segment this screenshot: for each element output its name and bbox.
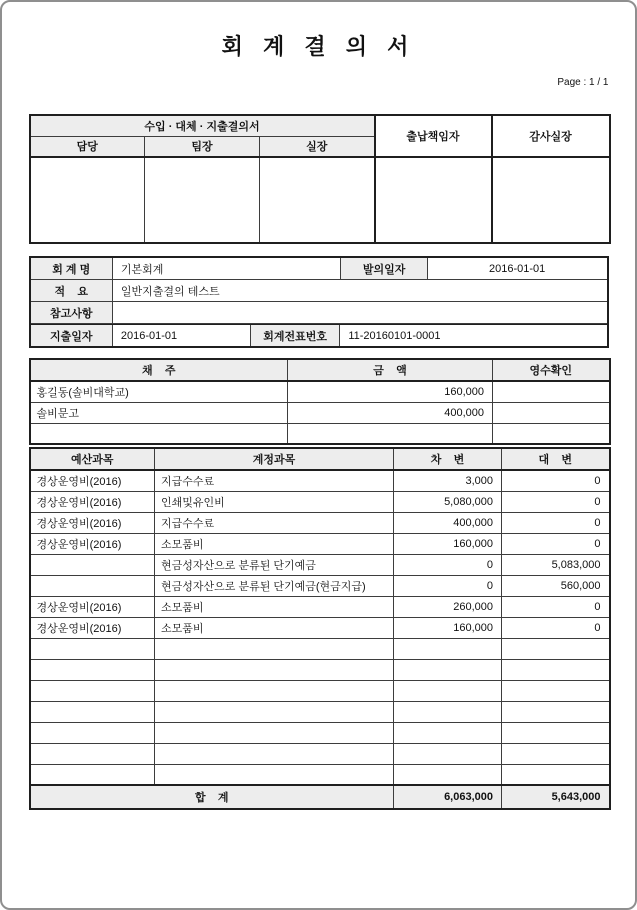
cell-budget bbox=[30, 764, 155, 785]
cell-debit bbox=[394, 701, 502, 722]
cell-name bbox=[30, 423, 288, 444]
table-row bbox=[30, 617, 610, 638]
table-row bbox=[30, 575, 610, 596]
signature-cell-office-chief bbox=[260, 157, 375, 243]
cell-budget: 경상운영비(2016) bbox=[30, 470, 155, 491]
approval-signature-row bbox=[30, 157, 610, 243]
page-number: Page : 1 / 1 bbox=[557, 77, 609, 88]
table-row bbox=[30, 680, 610, 701]
approval-col-office-chief: 실장 bbox=[260, 136, 375, 157]
cell-account bbox=[155, 680, 394, 701]
cell-credit: 5,083,000 bbox=[502, 554, 610, 575]
cell-credit: 0 bbox=[502, 470, 610, 491]
approval-group-header: 수입 · 대체 · 지출결의서 bbox=[30, 115, 375, 136]
table-row bbox=[30, 533, 610, 554]
account-name-label: 회 계 명 bbox=[31, 258, 113, 279]
info-row-note bbox=[31, 302, 607, 324]
summary-value: 일반지출결의 테스트 bbox=[120, 285, 220, 298]
cell-budget: 경상운영비(2016) bbox=[30, 491, 155, 512]
table-row bbox=[30, 512, 610, 533]
budget-header-row bbox=[30, 448, 610, 470]
cell-amount: 160,000 bbox=[288, 381, 493, 402]
table-row bbox=[30, 491, 610, 512]
creditor-header-row bbox=[30, 359, 610, 381]
cell-account: 소모품비 bbox=[155, 533, 394, 554]
cell-budget bbox=[30, 659, 155, 680]
cell-credit: 0 bbox=[502, 533, 610, 554]
cell-account bbox=[155, 659, 394, 680]
approval-col-team-leader: 팀장 bbox=[145, 136, 260, 157]
info-row-expense bbox=[31, 324, 607, 346]
cell-credit: 0 bbox=[502, 596, 610, 617]
signature-cell-staff bbox=[30, 157, 145, 243]
propose-date-label: 발의일자 bbox=[341, 258, 427, 279]
cell-debit: 400,000 bbox=[394, 512, 502, 533]
cell-account bbox=[155, 701, 394, 722]
cell-credit: 0 bbox=[502, 491, 610, 512]
table-row bbox=[30, 722, 610, 743]
cell-account: 소모품비 bbox=[155, 596, 394, 617]
table-row bbox=[30, 596, 610, 617]
expense-date-label: 지출일자 bbox=[31, 325, 113, 346]
cell-debit bbox=[394, 659, 502, 680]
creditor-col-receipt: 영수확인 bbox=[493, 359, 610, 381]
cell-name: 솔비문고 bbox=[30, 402, 288, 423]
cell-credit bbox=[502, 722, 610, 743]
cell-debit bbox=[394, 680, 502, 701]
cell-credit bbox=[502, 701, 610, 722]
cell-account: 현금성자산으로 분류된 단기예금(현금지급) bbox=[155, 575, 394, 596]
cell-credit bbox=[502, 764, 610, 785]
cell-name: 홍길동(솔비대학교) bbox=[30, 381, 288, 402]
cell-credit bbox=[502, 659, 610, 680]
cell-budget: 경상운영비(2016) bbox=[30, 533, 155, 554]
cell-debit: 0 bbox=[394, 575, 502, 596]
cell-debit bbox=[394, 638, 502, 659]
cell-budget: 경상운영비(2016) bbox=[30, 596, 155, 617]
cell-receipt bbox=[493, 402, 610, 423]
cell-debit: 260,000 bbox=[394, 596, 502, 617]
expense-date-value: 2016-01-01 bbox=[113, 325, 251, 346]
cell-budget: 경상운영비(2016) bbox=[30, 617, 155, 638]
cell-debit: 3,000 bbox=[394, 470, 502, 491]
table-row bbox=[30, 638, 610, 659]
signature-cell-audit-chief bbox=[492, 157, 610, 243]
cell-credit: 560,000 bbox=[502, 575, 610, 596]
cell-account: 지급수수료 bbox=[155, 470, 394, 491]
approval-col-cashier: 출납책임자 bbox=[375, 115, 492, 157]
table-row bbox=[30, 423, 610, 444]
approval-table bbox=[29, 114, 611, 244]
creditor-col-name: 채 주 bbox=[30, 359, 288, 381]
approval-header-row-1 bbox=[30, 115, 610, 136]
total-label: 합 계 bbox=[30, 785, 394, 809]
cell-budget bbox=[30, 638, 155, 659]
creditor-table bbox=[29, 358, 611, 445]
cell-account: 지급수수료 bbox=[155, 512, 394, 533]
page-title: 회 계 결 의 서 bbox=[221, 34, 416, 59]
cell-account bbox=[155, 638, 394, 659]
cell-account bbox=[155, 722, 394, 743]
table-row bbox=[30, 659, 610, 680]
table-row bbox=[30, 381, 610, 402]
cell-budget bbox=[30, 743, 155, 764]
signature-cell-team-leader bbox=[145, 157, 260, 243]
cell-budget bbox=[30, 575, 155, 596]
cell-budget: 경상운영비(2016) bbox=[30, 512, 155, 533]
summary-label: 적 요 bbox=[31, 280, 113, 301]
cell-budget bbox=[30, 722, 155, 743]
cell-budget bbox=[30, 680, 155, 701]
table-row bbox=[30, 764, 610, 785]
total-credit: 5,643,000 bbox=[502, 785, 610, 809]
info-row-account bbox=[31, 258, 607, 280]
cell-receipt bbox=[493, 423, 610, 444]
cell-debit bbox=[394, 743, 502, 764]
cell-credit: 0 bbox=[502, 617, 610, 638]
note-value bbox=[113, 302, 607, 323]
budget-table bbox=[29, 447, 611, 810]
cell-credit bbox=[502, 743, 610, 764]
cell-budget bbox=[30, 554, 155, 575]
cell-debit: 160,000 bbox=[394, 533, 502, 554]
cell-debit bbox=[394, 764, 502, 785]
cell-credit bbox=[502, 680, 610, 701]
budget-col-account-subject: 계정과목 bbox=[155, 448, 394, 470]
info-table bbox=[29, 256, 609, 348]
signature-cell-cashier bbox=[375, 157, 492, 243]
cell-credit bbox=[502, 638, 610, 659]
voucher-no-value: 11-20160101-0001 bbox=[348, 329, 441, 342]
table-row bbox=[30, 743, 610, 764]
cell-amount bbox=[288, 423, 493, 444]
table-row bbox=[30, 554, 610, 575]
cell-amount: 400,000 bbox=[288, 402, 493, 423]
approval-col-audit-chief: 감사실장 bbox=[492, 115, 610, 157]
budget-col-budget-subject: 예산과목 bbox=[30, 448, 155, 470]
cell-account: 인쇄및유인비 bbox=[155, 491, 394, 512]
voucher-no-label: 회계전표번호 bbox=[251, 325, 340, 346]
account-name-value: 기본회계 bbox=[113, 258, 341, 279]
cell-debit bbox=[394, 722, 502, 743]
cell-debit: 160,000 bbox=[394, 617, 502, 638]
propose-date-value: 2016-01-01 bbox=[489, 262, 546, 275]
creditor-col-amount: 금 액 bbox=[288, 359, 493, 381]
cell-credit: 0 bbox=[502, 512, 610, 533]
total-debit: 6,063,000 bbox=[394, 785, 502, 809]
cell-receipt bbox=[493, 381, 610, 402]
info-row-summary bbox=[31, 280, 607, 302]
cell-account: 소모품비 bbox=[155, 617, 394, 638]
cell-debit: 0 bbox=[394, 554, 502, 575]
table-row bbox=[30, 470, 610, 491]
note-label: 참고사항 bbox=[31, 302, 113, 323]
cell-budget bbox=[30, 701, 155, 722]
budget-col-credit: 대 변 bbox=[502, 448, 610, 470]
cell-account bbox=[155, 743, 394, 764]
approval-col-staff: 담당 bbox=[30, 136, 145, 157]
cell-account bbox=[155, 764, 394, 785]
cell-account: 현금성자산으로 분류된 단기예금 bbox=[155, 554, 394, 575]
table-row bbox=[30, 701, 610, 722]
cell-debit: 5,080,000 bbox=[394, 491, 502, 512]
table-row bbox=[30, 402, 610, 423]
budget-col-debit: 차 변 bbox=[394, 448, 502, 470]
budget-total-row bbox=[30, 785, 610, 809]
